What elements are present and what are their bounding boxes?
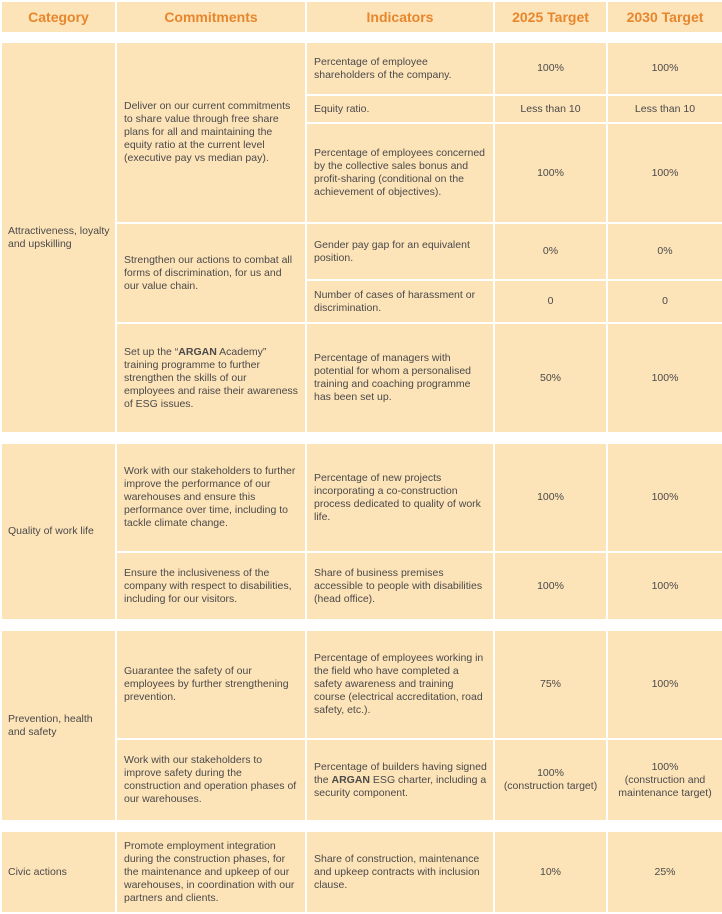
indicator-cell: Share of construction, maintenance and upkeep contracts with inclusion clause. [306, 831, 494, 913]
table-row [1, 42, 722, 95]
indicator-cell: Percentage of employee shareholders of the company. [306, 42, 494, 95]
brand-name: ARGAN [331, 773, 371, 786]
target-2030-cell: 100% [607, 630, 722, 739]
target-2025-cell: 0% [494, 223, 607, 280]
category-cell: Prevention, health and safety [1, 630, 116, 821]
target-2030-cell: 0 [607, 280, 722, 323]
header-indicators: Indicators [306, 1, 494, 33]
indicator-cell: Number of cases of harassment or discrimination. [306, 280, 494, 323]
target-2030-cell: 100% [607, 123, 722, 223]
brand-name: ARGAN [178, 345, 217, 358]
commitment-cell: Set up the “ARGAN Academy” training programme to further strengthen the skills of our employees and raise their awareness of ESG issues. [116, 323, 306, 433]
commitment-cell: Promote employment integration during the construction phases, for the maintenance and upkeep of our warehouses, in coordination with our partners and clients. [116, 831, 306, 913]
target-2025-cell: 100% (construction target) [494, 739, 607, 821]
indicator-cell: Percentage of employees working in the field who have completed a safety awareness and training course (electrical accreditation, road safety, etc.). [306, 630, 494, 739]
header-category: Category [1, 1, 116, 33]
header-2030-target: 2030 Target [607, 1, 722, 33]
indicator-cell: Percentage of builders having signed the ARGAN ESG charter, including a security component. [306, 739, 494, 821]
table-row [1, 443, 722, 552]
commitment-cell: Guarantee the safety of our employees by further strengthening prevention. [116, 630, 306, 739]
commitment-cell: Work with our stakeholders to further improve the performance of our warehouses and ensure this performance over time, including to tackle climate change. [116, 443, 306, 552]
commitment-cell: Strengthen our actions to combat all forms of discrimination, for us and our value chain. [116, 223, 306, 323]
target-2030-cell: Less than 10 [607, 95, 722, 123]
target-2025-cell: 100% [494, 552, 607, 620]
table-row [1, 630, 722, 739]
indicator-cell: Gender pay gap for an equivalent position. [306, 223, 494, 280]
target-2025-cell: 100% [494, 443, 607, 552]
target-2030-cell: 0% [607, 223, 722, 280]
indicator-cell: Equity ratio. [306, 95, 494, 123]
target-2025-cell: 75% [494, 630, 607, 739]
target-2030-cell: 100% (construction and maintenance target) [607, 739, 722, 821]
category-cell: Attractiveness, loyalty and upskilling [1, 42, 116, 433]
indicator-cell: Percentage of new projects incorporating a co-construction process dedicated to quality of work life. [306, 443, 494, 552]
target-2030-cell: 100% [607, 552, 722, 620]
commitment-cell: Work with our stakeholders to improve safety during the construction and operation phases of our warehouses. [116, 739, 306, 821]
target-2030-cell: 100% [607, 42, 722, 95]
indicator-cell: Share of business premises accessible to people with disabilities (head office). [306, 552, 494, 620]
indicator-cell: Percentage of employees concerned by the collective sales bonus and profit-sharing (conditional on the achievement of objectives). [306, 123, 494, 223]
target-2025-cell: 50% [494, 323, 607, 433]
header-commitments: Commitments [116, 1, 306, 33]
target-2030-cell: 25% [607, 831, 722, 913]
indicator-cell: Percentage of managers with potential for whom a personalised training and coaching programme has been set up. [306, 323, 494, 433]
target-2025-cell: 10% [494, 831, 607, 913]
target-note: (construction target) [503, 780, 598, 792]
target-2025-cell: 0 [494, 280, 607, 323]
target-2025-cell: 100% [494, 42, 607, 95]
target-note: (construction and maintenance target) [618, 773, 712, 799]
header-row [1, 1, 722, 33]
target-2025-cell: 100% [494, 123, 607, 223]
commitment-cell: Deliver on our current commitments to share value through free share plans for all and maintaining the equity ratio at the current level (executive pay vs median pay). [116, 42, 306, 223]
target-2030-cell: 100% [607, 443, 722, 552]
commitment-cell: Ensure the inclusiveness of the company with respect to disabilities, including for our visitors. [116, 552, 306, 620]
target-2025-cell: Less than 10 [494, 95, 607, 123]
header-2025-target: 2025 Target [494, 1, 607, 33]
target-2030-cell: 100% [607, 323, 722, 433]
category-cell: Civic actions [1, 831, 116, 913]
category-cell: Quality of work life [1, 443, 116, 620]
